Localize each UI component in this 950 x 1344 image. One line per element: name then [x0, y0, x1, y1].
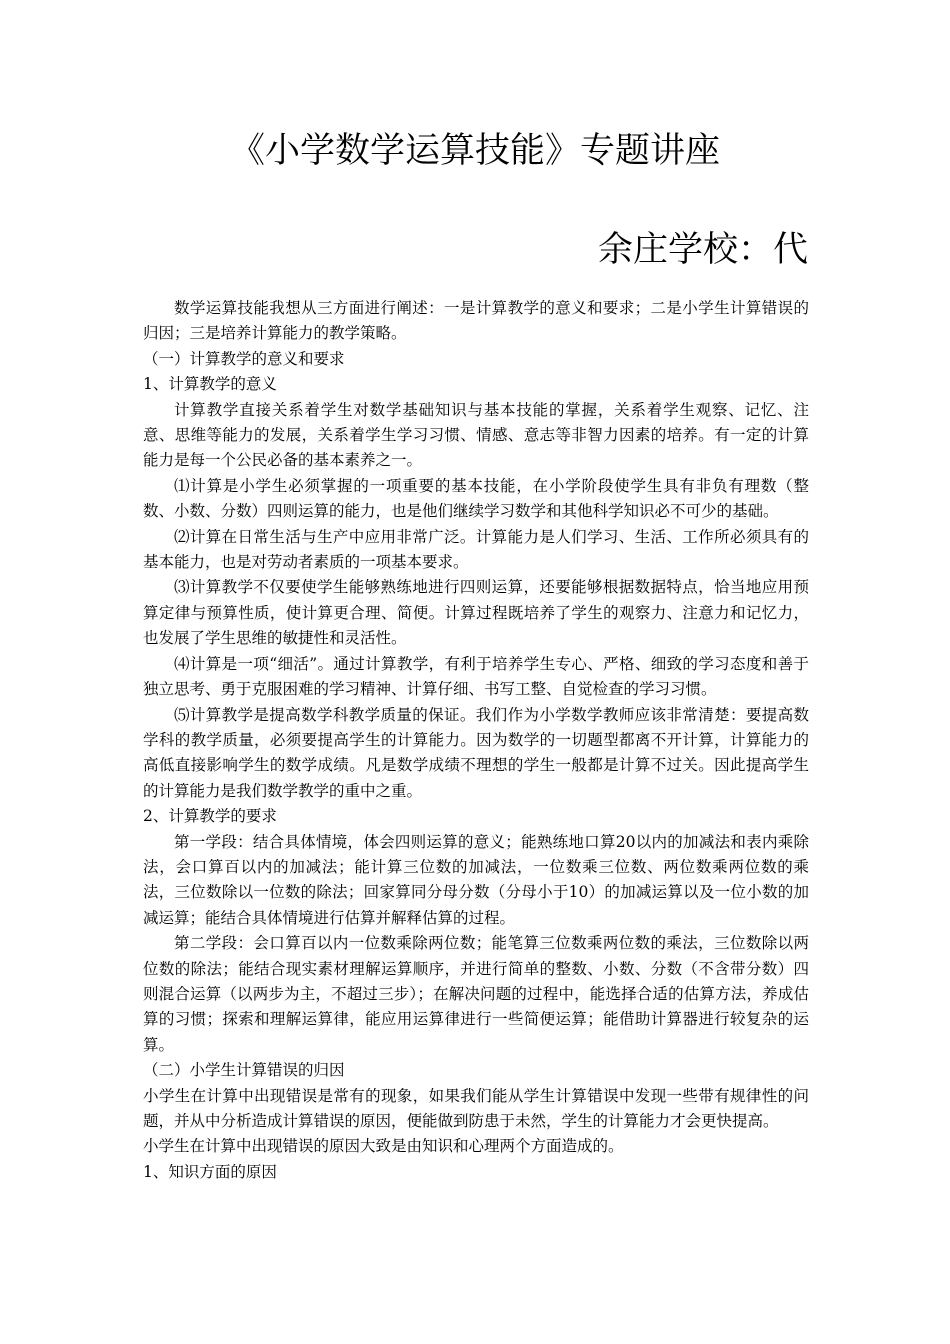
paragraph: （二）小学生计算错误的归因: [143, 1061, 345, 1080]
paragraph: 小学生在计算中出现错误是常有的现象，如果我们能从学生计算错误中发现一些带有规律性的问题，并从中分析造成计算错误的原因，便能做到防患于未然，学生的计算能力才会更快提高。: [143, 1086, 809, 1130]
paragraph: 计算教学直接关系着学生对数学基础知识与基本技能的掌握，关系着学生观察、记忆、注意、思维等能力的发展，关系着学生学习习惯、情感、意志等非智力因素的培养。有一定的计算能力是每一个公民必备的基本素养之一。: [143, 400, 809, 470]
paragraph: 数学运算技能我想从三方面进行阐述：一是计算教学的意义和要求；二是小学生计算错误的归因；三是培养计算能力的教学策略。: [143, 299, 809, 343]
document-title: 《小学数学运算技能》专题讲座: [229, 131, 720, 171]
paragraph: 1、知识方面的原因: [143, 1162, 277, 1181]
paragraph: ⑵计算在日常生活与生产中应用非常广泛。计算能力是人们学习、生活、工作所必须具有的基本能力，也是对劳动者素质的一项基本要求。: [143, 527, 809, 572]
document-body: [143, 296, 809, 1185]
paragraph: 第二学段：会口算百以内一位数乘除两位数；能笔算三位数乘两位数的乘法，三位数除以两位数的除法；能结合现实素材理解运算顺序，并进行简单的整数、小数、分数（不含带分数）四则混合运算（以两步为主，不超过三步）；在解决问题的过程中，能选择合适的估算方法，养成估算的习惯；探索和理解运算律，能应用运算律进行一些简便运算；能借助计算器进行较复杂的运算。: [143, 934, 809, 1054]
paragraph: ⑶计算教学不仅要使学生能够熟练地进行四则运算，还要能够根据数据特点，恰当地应用预算定律与预算性质，使计算更合理、简便。计算过程既培养了学生的观察力、注意力和记忆力，也发展了学生思维的敏捷性和灵活性。: [143, 578, 809, 648]
paragraph: ⑸计算教学是提高数学科教学质量的保证。我们作为小学数学教师应该非常清楚：要提高数学科的教学质量，必须要提高学生的计算能力。因为数学的一切题型都离不开计算，计算能力的高低直接影响学生的数学成绩。凡是数学成绩不理想的学生一般都是计算不过关。因此提高学生的计算能力是我们数学教学的重中之重。: [143, 705, 809, 800]
paragraph: 1、计算教学的意义: [143, 375, 277, 394]
paragraph: 第一学段：结合具体情境，体会四则运算的意义；能熟练地口算20以内的加减法和表内乘除法，会口算百以内的加减法；能计算三位数的加减法，一位数乘三位数、两位数乘两位数的乘法，三位数除以一位数的除法；回家算同分母分数（分母小于10）的加减运算以及一位小数的加减运算；能结合具体情境进行估算并解释估算的过程。: [143, 832, 809, 927]
paragraph: ⑷计算是一项“细活”。通过计算教学，有利于培养学生专心、严格、细致的学习态度和善于独立思考、勇于克服困难的学习精神、计算仔细、书写工整、自觉检查的学习习惯。: [143, 654, 809, 699]
author-line: 余庄学校：代: [597, 230, 808, 270]
paragraph: 2、计算教学的要求: [143, 807, 277, 826]
paragraph: 小学生在计算中出现错误的原因大致是由知识和心理两个方面造成的。: [143, 1137, 624, 1156]
paragraph: （一）计算教学的意义和要求: [143, 349, 345, 368]
paragraph: ⑴计算是小学生必须掌握的一项重要的基本技能，在小学阶段使学生具有非负有理数（整数、小数、分数）四则运算的能力，也是他们继续学习数学和其他科学知识必不可少的基础。: [143, 476, 809, 521]
